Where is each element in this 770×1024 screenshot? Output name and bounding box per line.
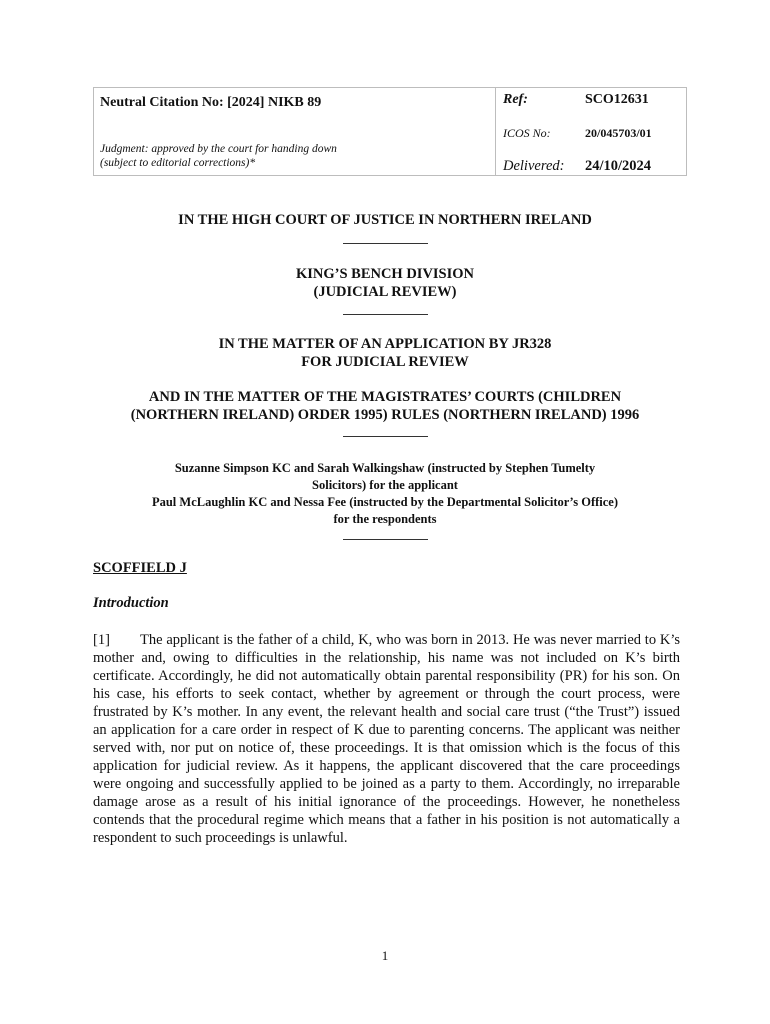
citation-header-box — [93, 87, 687, 176]
counsel-line3: Paul McLaughlin KC and Nessa Fee (instructed by the Departmental Solicitor’s Office) — [151, 495, 619, 509]
paragraph-number: [1] — [93, 632, 110, 648]
approval-note — [100, 142, 337, 170]
neutral-citation: Neutral Citation No: [2024] NIKB 89 — [100, 95, 322, 110]
counsel-block — [0, 460, 770, 528]
division-heading — [0, 265, 770, 301]
divider-rule — [343, 436, 428, 437]
divider-rule — [343, 243, 428, 244]
divider-rule — [343, 314, 428, 315]
icos-value: 20/045703/01 — [585, 126, 652, 140]
approval-note-line1: Judgment: approved by the court for handing down — [100, 143, 337, 155]
division-line1: KING’S BENCH DIVISION — [295, 266, 475, 282]
counsel-line4: for the respondents — [333, 512, 437, 526]
ref-label: Ref: — [503, 92, 528, 107]
division-line2: (JUDICIAL REVIEW) — [313, 284, 457, 300]
page-number: 1 — [381, 948, 389, 963]
delivered-value: 24/10/2024 — [585, 158, 652, 174]
section-heading: Introduction — [93, 595, 169, 611]
matter1-line1: IN THE MATTER OF AN APPLICATION BY JR328 — [218, 336, 552, 352]
delivered-label: Delivered: — [503, 158, 565, 174]
counsel-line1: Suzanne Simpson KC and Sarah Walkingshaw (instructed by Stephen Tumelty — [174, 461, 596, 475]
approval-note-line2: (subject to editorial corrections)* — [100, 157, 256, 169]
matter2-line2: (NORTHERN IRELAND) ORDER 1995) RULES (NORTHERN IRELAND) 1996 — [130, 407, 640, 423]
matter-heading-2 — [0, 388, 770, 424]
matter2-line1: AND IN THE MATTER OF THE MAGISTRATES’ COURTS (CHILDREN — [148, 389, 622, 405]
ref-value: SCO12631 — [585, 92, 649, 107]
matter1-line2: FOR JUDICIAL REVIEW — [301, 354, 469, 370]
paragraph-text: The applicant is the father of a child, K, who was born in 2013. He was never married to K’s mother and, owing to difficulties in the relationship, his name was not included on K’s birth certificate. Accordingly, he did not automatically obtain parental responsibility (PR) for his son. On his case, his efforts to seek contact, whether by agreement or through the court process, were frustrated by K’s mother. In any event, the relevant health and social care trust (“the Trust”) issued an application for a care order in respect of K due to parenting concerns. The applicant was neither served with, nor put on notice of, these proceedings. It is that omission which is the focus of this application for judicial review. As it happens, the applicant discovered that the care proceedings were ongoing and successfully applied to be joined as a party to them. Accordingly, no irreparable damage arose as a result of his initial ignorance of the proceedings. However, he nonetheless contends that the procedural regime which means that a father in his position is not automatically a respondent to such proceedings is unlawful. — [93, 632, 680, 846]
court-title: IN THE HIGH COURT OF JUSTICE IN NORTHERN IRELAND — [178, 212, 592, 228]
divider-rule — [343, 539, 428, 540]
counsel-line2: Solicitors) for the applicant — [312, 478, 458, 492]
matter-heading-1 — [0, 335, 770, 371]
header-divider — [495, 88, 496, 175]
icos-label: ICOS No: — [503, 126, 551, 140]
judge-name: SCOFFIELD J — [93, 560, 187, 576]
paragraph-1 — [93, 631, 680, 847]
